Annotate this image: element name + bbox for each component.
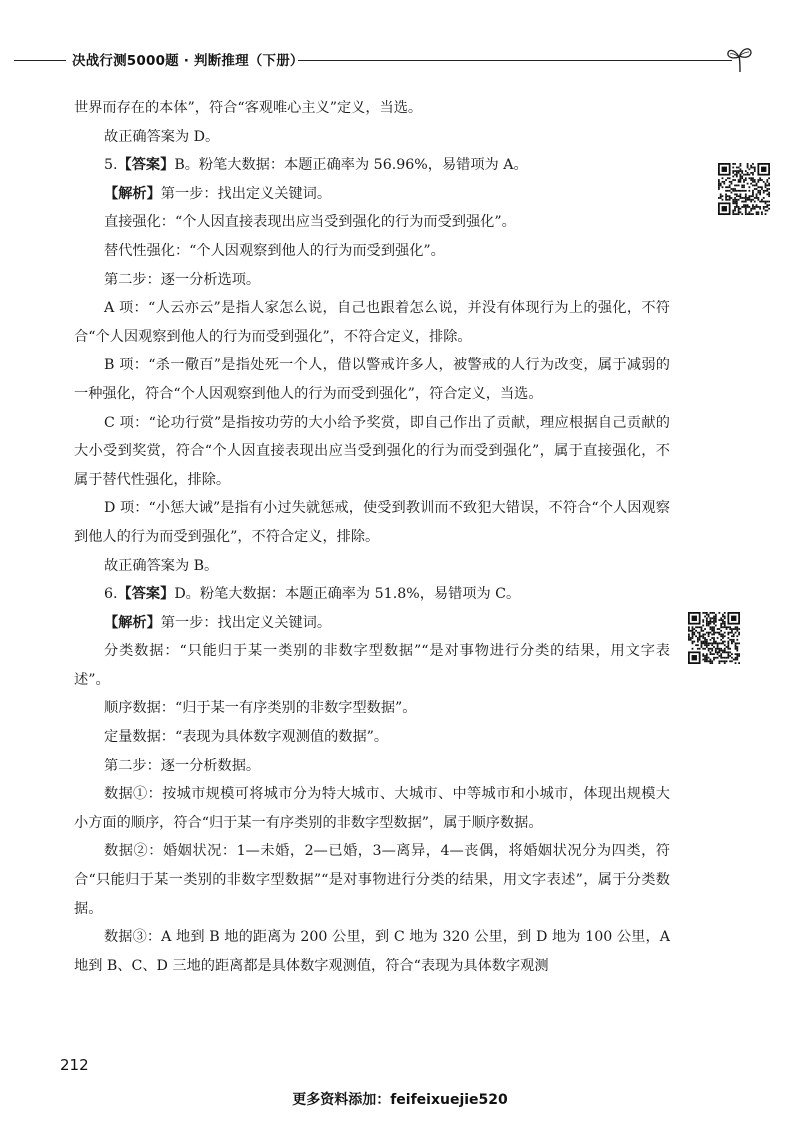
body-paragraph	[74, 837, 670, 923]
body-paragraph	[74, 752, 670, 781]
body-paragraph	[74, 266, 670, 295]
question-number: 6.	[104, 586, 118, 603]
paragraph-text: 顺序数据：“归于某一有序类别的非数字型数据”。	[104, 700, 417, 717]
paragraph-text: 直接强化：“个人因直接表现出应当受到强化的行为而受到强化”。	[104, 214, 516, 231]
body-paragraph	[74, 237, 670, 266]
body-paragraph	[74, 694, 670, 723]
body-paragraph	[74, 123, 670, 152]
paragraph-text: B。粉笔大数据：本题正确率为 56.96%，易错项为 A。	[174, 157, 528, 174]
section-tag: 【解析】	[104, 185, 161, 202]
paragraph-text: 数据②：婚姻状况：1—未婚，2—已婚，3—离异，4—丧偶，将婚姻状况分为四类，符合“只能归于某一类别的非数字型数据”“是对事物进行分类的结果，用文字表述”，属于分类数据。	[74, 843, 670, 917]
footer-note: 更多资料添加：feifeixuejie520	[292, 1092, 508, 1108]
paragraph-text: 第二步：逐一分析选项。	[104, 271, 261, 288]
paragraph-text: B 项：“杀一儆百”是指处死一个人，借以警戒许多人，被警戒的人行为改变，属于减弱的一种强化，符合“个人因观察到他人的行为而受到强化”，符合定义，当选。	[74, 357, 670, 402]
body-paragraph	[74, 151, 670, 180]
qr-code-icon	[718, 163, 770, 215]
body-paragraph	[74, 552, 670, 581]
paragraph-text: 第一步：找出定义关键词。	[160, 185, 332, 202]
paragraph-text: C 项：“论功行赏”是指按功劳的大小给予奖赏，即自己作出了贡献，理应根据自己贡献的大小受到奖赏，符合“个人因直接表现出应当受到强化的行为而受到强化”，属于直接强化，不属于替代性强化，排除。	[74, 414, 670, 488]
paragraph-text: 第一步：找出定义关键词。	[160, 614, 332, 631]
section-tag: 【答案】	[117, 586, 175, 603]
paragraph-text: 分类数据：“只能归于某一类别的非数字型数据”“是对事物进行分类的结果，用文字表述”。	[74, 643, 670, 688]
paragraph-text: 定量数据：“表现为具体数字观测值的数据”。	[104, 729, 389, 746]
paragraph-text: 数据①：按城市规模可将城市分为特大城市、大城市、中等城市和小城市，体现出规模大小方面的顺序，符合“归于某一有序类别的非数字型数据”，属于顺序数据。	[74, 786, 670, 831]
running-header	[0, 44, 800, 74]
paragraph-text: 替代性强化：“个人因观察到他人的行为而受到强化”。	[104, 242, 445, 259]
paragraph-text: 世界而存在的本体”，符合“客观唯心主义”定义，当选。	[74, 100, 423, 116]
header-rule-left	[14, 60, 66, 61]
body-paragraph	[74, 609, 670, 638]
body-paragraph	[74, 723, 670, 752]
header-title: 决战行测5000题 · 判断推理（下册）	[72, 53, 304, 69]
body-paragraph	[74, 494, 670, 551]
body-paragraph	[74, 409, 670, 495]
question-number: 5.	[104, 157, 118, 174]
body-paragraph	[74, 294, 670, 351]
body-paragraph	[74, 180, 670, 209]
paragraph-text: 故正确答案为 D。	[104, 128, 220, 145]
qr-code-icon	[688, 612, 740, 664]
body-paragraph	[74, 351, 670, 408]
body-paragraph	[74, 780, 670, 837]
body-paragraph	[74, 94, 670, 123]
section-tag: 【解析】	[104, 614, 161, 631]
paragraph-text: A 项：“人云亦云”是指人家怎么说，自己也跟着怎么说，并没有体现行为上的强化，不符合“个人因观察到他人的行为而受到强化”，不符合定义，排除。	[74, 300, 670, 345]
section-tag: 【答案】	[117, 157, 175, 174]
page-body	[74, 94, 670, 980]
paragraph-text: 第二步：逐一分析数据。	[104, 757, 261, 774]
body-paragraph	[74, 637, 670, 694]
header-rule-right	[298, 60, 732, 61]
body-paragraph	[74, 923, 670, 980]
paragraph-text: 数据③：A 地到 B 地的距离为 200 公里，到 C 地为 320 公里，到 D 地为 100 公里，A 地到 B、C、D 三地的距离都是具体数字观测值，符合“表现为具体数字观测	[74, 929, 670, 974]
body-paragraph	[74, 208, 670, 237]
paragraph-text: 故正确答案为 B。	[104, 557, 219, 574]
body-paragraph	[74, 580, 670, 609]
sprout-icon	[724, 44, 756, 74]
paragraph-text: D。粉笔大数据：本题正确率为 51.8%，易错项为 C。	[174, 586, 521, 603]
page-number: 212	[60, 1056, 89, 1074]
paragraph-text: D 项：“小惩大诫”是指有小过失就惩戒，使受到教训而不致犯大错误，不符合“个人因观察到他人的行为而受到强化”，不符合定义，排除。	[74, 500, 670, 545]
